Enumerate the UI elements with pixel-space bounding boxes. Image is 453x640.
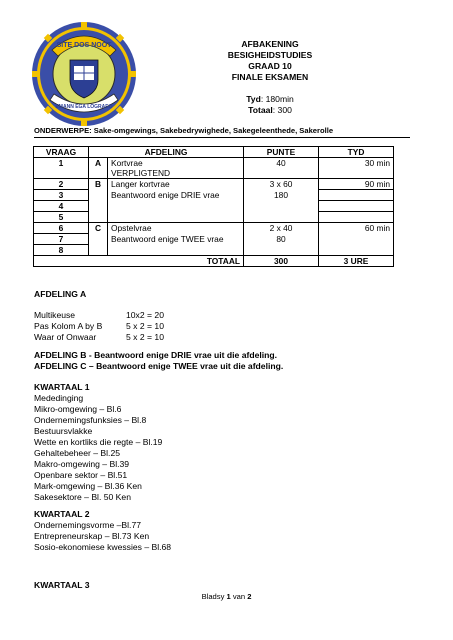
- afdeling-a-item: Waar of Onwaar 5 x 2 = 10: [34, 332, 164, 342]
- table-row: [34, 168, 394, 179]
- col-header-afdeling: AFDELING: [89, 147, 244, 158]
- kwartaal-2-heading: KWARTAAL 2: [34, 509, 90, 519]
- table-cell: [244, 212, 319, 223]
- page-footer: Bladsy 1 van 2: [201, 592, 252, 601]
- list-item: Mark-omgewing – Bl.36 Ken: [34, 481, 142, 491]
- table-cell: Opstelvrae: [108, 223, 244, 234]
- doc-title-line1: AFBAKENING: [241, 39, 299, 49]
- table-cell: 90 min: [319, 179, 394, 190]
- table-cell: Langer kortvrae: [108, 179, 244, 190]
- kwartaal-1-heading: KWARTAAL 1: [34, 382, 90, 392]
- table-cell: 180: [244, 190, 319, 201]
- table-cell: 6: [34, 223, 89, 234]
- afdeling-c-line: AFDELING C – Beantwoord enige TWEE vrae uit die afdeling.: [34, 361, 284, 371]
- list-item: Ondernemingsvorme –Bl.77: [34, 520, 141, 530]
- doc-title-line3: GRAAD 10: [248, 61, 292, 71]
- divider: [34, 137, 410, 138]
- table-cell: [89, 212, 108, 223]
- table-cell: [108, 212, 244, 223]
- table-cell: VERPLIGTEND: [108, 168, 244, 179]
- list-item: Sosio-ekonomiese kwessies – Bl.68: [34, 542, 172, 552]
- table-cell: Beantwoord enige DRIE vrae: [108, 190, 244, 201]
- table-row: [34, 179, 394, 190]
- table-cell: [89, 234, 108, 245]
- table-row: [34, 223, 394, 234]
- doc-title-line2: BESIGHEIDSTUDIES: [227, 50, 313, 60]
- table-cell: B: [89, 179, 108, 190]
- table-cell: Kortvrae: [108, 158, 244, 169]
- table-cell: [244, 245, 319, 256]
- table-cell: [244, 168, 319, 179]
- exam-structure-table: [33, 146, 394, 267]
- table-cell: 40: [244, 158, 319, 169]
- doc-title-line4: FINALE EKSAMEN: [231, 72, 309, 82]
- list-item: Bestuursvlakke: [34, 426, 93, 436]
- list-item: Mikro-omgewing – Bl.6: [34, 404, 122, 414]
- svg-text:EMANN EGA LOGRAEO: EMANN EGA LOGRAEO: [55, 104, 113, 110]
- table-cell: 300: [244, 256, 319, 267]
- table-cell: A: [89, 158, 108, 169]
- list-item: Openbare sektor – Bl.51: [34, 470, 128, 480]
- table-cell: 30 min: [319, 158, 394, 169]
- table-cell: 80: [244, 234, 319, 245]
- table-row: [34, 190, 394, 201]
- table-cell: [34, 168, 89, 179]
- table-header-row: [34, 147, 394, 158]
- table-cell: Beantwoord enige TWEE vrae: [108, 234, 244, 245]
- table-cell: [319, 234, 394, 245]
- table-cell: [319, 212, 394, 223]
- table-cell: [89, 168, 108, 179]
- table-row: [34, 212, 394, 223]
- table-cell: [319, 201, 394, 212]
- table-cell: 2 x 40: [244, 223, 319, 234]
- table-cell: 7: [34, 234, 89, 245]
- table-cell: [244, 201, 319, 212]
- table-cell: 4: [34, 201, 89, 212]
- table-cell: 1: [34, 158, 89, 169]
- afdeling-a-item: Multikeuse 10x2 = 20: [34, 310, 164, 320]
- table-cell: 8: [34, 245, 89, 256]
- svg-text:SITE DOS NOOT: SITE DOS NOOT: [56, 42, 112, 49]
- onderwerpe-line: ONDERWERPE: Sake-omgewings, Sakebedrywighede, Sakegeleenthede, Sakerolle: [34, 126, 334, 135]
- table-cell: [89, 245, 108, 256]
- table-row: [34, 201, 394, 212]
- afdeling-b-line: AFDELING B - Beantwoord enige DRIE vrae uit die afdeling.: [34, 350, 278, 360]
- table-cell: 3 x 60: [244, 179, 319, 190]
- table-cell: [319, 190, 394, 201]
- table-cell: [319, 168, 394, 179]
- table-cell: 5: [34, 212, 89, 223]
- table-cell: 2: [34, 179, 89, 190]
- kwartaal-3-heading: KWARTAAL 3: [34, 580, 90, 590]
- table-row: [34, 245, 394, 256]
- table-cell: TOTAAL: [34, 256, 244, 267]
- table-cell: [108, 201, 244, 212]
- table-row: [34, 234, 394, 245]
- table-cell: [319, 245, 394, 256]
- list-item: Wette en kortliks die regte – Bl.19: [34, 437, 163, 447]
- table-cell: 3 URE: [319, 256, 394, 267]
- list-item: Gehaltebeheer – Bl.25: [34, 448, 121, 458]
- table-cell: 60 min: [319, 223, 394, 234]
- list-item: Makro-omgewing – Bl.39: [34, 459, 130, 469]
- col-header-tyd: TYD: [319, 147, 394, 158]
- school-logo: [30, 20, 138, 128]
- list-item: Entrepreneurskap – Bl.73 Ken: [34, 531, 150, 541]
- table-cell: 3: [34, 190, 89, 201]
- totaal-line: Totaal: 300: [248, 105, 292, 115]
- list-item: Mededinging: [34, 393, 84, 403]
- col-header-punte: PUNTE: [244, 147, 319, 158]
- list-item: Sakesektore – Bl. 50 Ken: [34, 492, 131, 502]
- table-total-row: [34, 256, 394, 267]
- table-cell: C: [89, 223, 108, 234]
- table-cell: [108, 245, 244, 256]
- col-header-vraag: VRAAG: [34, 147, 89, 158]
- table-row: [34, 158, 394, 169]
- list-item: Ondernemingsfunksies – Bl.8: [34, 415, 147, 425]
- afdeling-a-item: Pas Kolom A by B 5 x 2 = 10: [34, 321, 164, 331]
- table-cell: [89, 190, 108, 201]
- afdeling-a-heading: AFDELING A: [34, 289, 87, 299]
- tyd-line: Tyd: 180min: [246, 94, 294, 104]
- table-cell: [89, 201, 108, 212]
